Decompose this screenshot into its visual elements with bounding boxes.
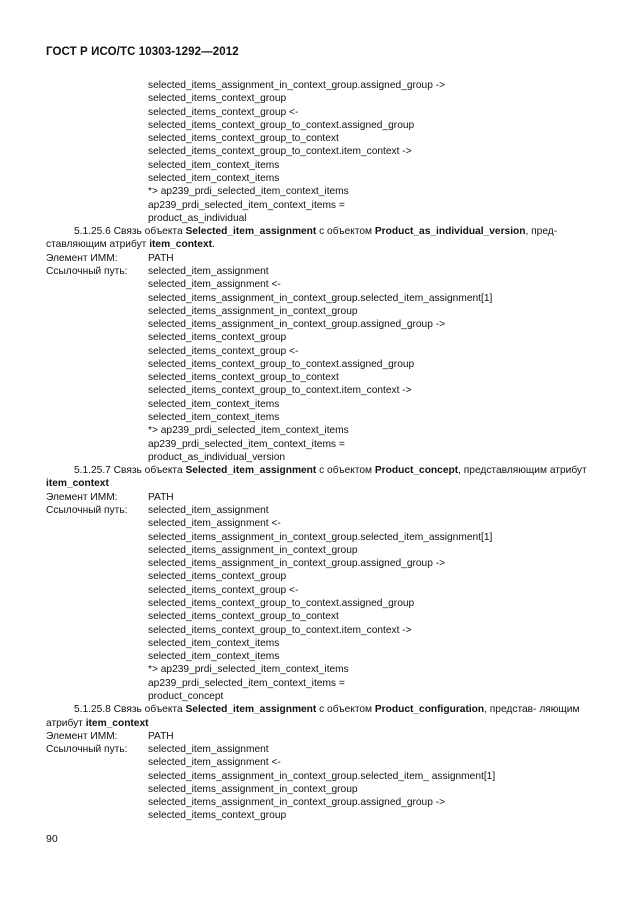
reference-row [46,743,594,756]
path-line: selected_items_context_group [148,571,287,583]
heading-text: с объектом [319,226,373,238]
path-line: selected_item_context_items [148,637,280,649]
path-line: selected_item_context_items [148,159,280,171]
element-label: Элемент ИММ: [46,730,118,742]
path-line: selected_items_context_group_to_context [148,611,339,623]
path-line: *> ap239_prdi_selected_item_context_items [148,186,349,198]
element-label: Элемент ИММ: [46,252,118,264]
path-line: selected_items_context_group_to_context.item_context -> [148,385,412,397]
sections-container [46,225,594,823]
reference-row [46,265,594,278]
element-row [46,491,594,504]
path-line: selected_item_context_items [148,398,280,410]
path-line: selected_items_context_group [148,93,287,105]
path-line: selected_items_context_group_to_context.assigned_group [148,358,415,370]
heading-text: . [212,239,215,251]
path-line: selected_items_assignment_in_context_group.selected_item_assignment[1] [148,531,493,543]
heading-text: с объектом [319,465,373,477]
element-value: PATH [148,252,174,264]
path-line: selected_items_context_group_to_context.assigned_group [148,119,415,131]
attribute-name: item_context [149,239,213,251]
section-number: 5.1.25.8 [74,704,111,716]
path-line: selected_item_assignment [148,265,269,277]
path-line: ap239_prdi_selected_item_context_items = [148,677,345,689]
path-line: selected_item_context_items [148,412,280,424]
path-line: *> ap239_prdi_selected_item_context_items [148,664,349,676]
element-row [46,252,594,265]
attribute-name: item_context [46,478,109,490]
path-line: selected_items_context_group_to_context [148,372,339,384]
entity-name: Product_as_individual_version [374,226,526,238]
path-line: selected_items_context_group_to_context.assigned_group [148,597,415,609]
heading-text: Связь объекта [113,226,183,238]
path-line: selected_item_context_items [148,172,280,184]
path-line: selected_items_assignment_in_context_group.selected_item_assignment[1] [148,292,493,304]
element-value: PATH [148,730,174,742]
heading-text: , представляющим [458,465,548,477]
section-number: 5.1.25.7 [74,465,111,477]
heading-text: Связь объекта [113,465,183,477]
section-5-1-25-8 [46,703,594,823]
path-line: selected_items_assignment_in_context_group.selected_item_ assignment[1] [148,770,496,782]
path-line: selected_items_assignment_in_context_group [148,305,358,317]
section-heading [46,225,594,252]
path-line: selected_items_assignment_in_context_group.assigned_group -> [148,797,446,809]
path-line: *> ap239_prdi_selected_item_context_items [148,425,349,437]
path-line: selected_item_context_items [148,651,280,663]
entity-name: Selected_item_assignment [185,226,317,238]
path-line: selected_items_assignment_in_context_group.assigned_group -> [148,80,446,91]
reference-label: Ссылочный путь: [46,265,128,277]
path-line: product_as_individual [148,212,247,224]
section-5-1-25-6 [46,225,594,464]
element-value: PATH [148,491,174,503]
path-line: selected_item_assignment <- [148,279,281,291]
path-line: selected_item_assignment [148,744,269,756]
path-line: selected_items_context_group <- [148,584,299,596]
heading-text: ставляющим атрибут [46,239,147,251]
heading-text: Связь объекта [113,704,183,716]
path-line: selected_items_context_group_to_context.item_context -> [148,624,412,636]
heading-text: , представ- [484,704,537,716]
path-line: selected_items_context_group <- [148,106,299,118]
heading-text: с объектом [319,704,373,716]
heading-text: ляющим атрибут [46,704,580,729]
path-line: selected_items_assignment_in_context_group [148,783,358,795]
path-line: ap239_prdi_selected_item_context_items = [148,199,345,211]
heading-text: , пред- [525,226,558,238]
section-heading [46,703,594,730]
path-line: selected_item_assignment <- [148,757,281,769]
path-line: selected_item_assignment [148,505,269,516]
entity-name: Selected_item_assignment [185,704,317,716]
element-label: Элемент ИММ: [46,491,118,503]
path-line: selected_items_context_group [148,332,287,344]
section-number: 5.1.25.6 [74,226,111,238]
intro-path-block [46,79,594,225]
path-line: product_as_individual_version [148,451,286,463]
path-line: selected_items_context_group_to_context.item_context -> [148,146,412,158]
path-line: selected_items_context_group_to_context [148,133,339,145]
path-line: selected_items_assignment_in_context_group [148,544,358,556]
path-line: selected_items_context_group [148,810,287,822]
path-line: selected_items_assignment_in_context_group.assigned_group -> [148,558,446,570]
reference-row [46,504,594,517]
section-5-1-25-7 [46,464,594,703]
heading-text: атрибут [549,465,587,477]
path-line: ap239_prdi_selected_item_context_items = [148,438,345,450]
entity-name: Product_concept [374,465,459,477]
path-line: selected_items_context_group <- [148,345,299,357]
path-line: product_concept [148,690,224,702]
path-line: selected_items_assignment_in_context_group.assigned_group -> [148,319,446,331]
document-body [46,79,594,823]
entity-name: Product_configuration [374,704,485,716]
entity-name: Selected_item_assignment [185,465,317,477]
attribute-name: item_context [85,717,149,729]
section-heading [46,464,594,491]
reference-label: Ссылочный путь: [46,744,128,756]
path-line: selected_item_assignment <- [148,518,281,530]
page-header: ГОСТ Р ИСО/ТС 10303-1292—2012 [46,46,239,58]
element-row [46,730,594,743]
page-number: 90 [46,833,58,845]
reference-label: Ссылочный путь: [46,505,128,516]
